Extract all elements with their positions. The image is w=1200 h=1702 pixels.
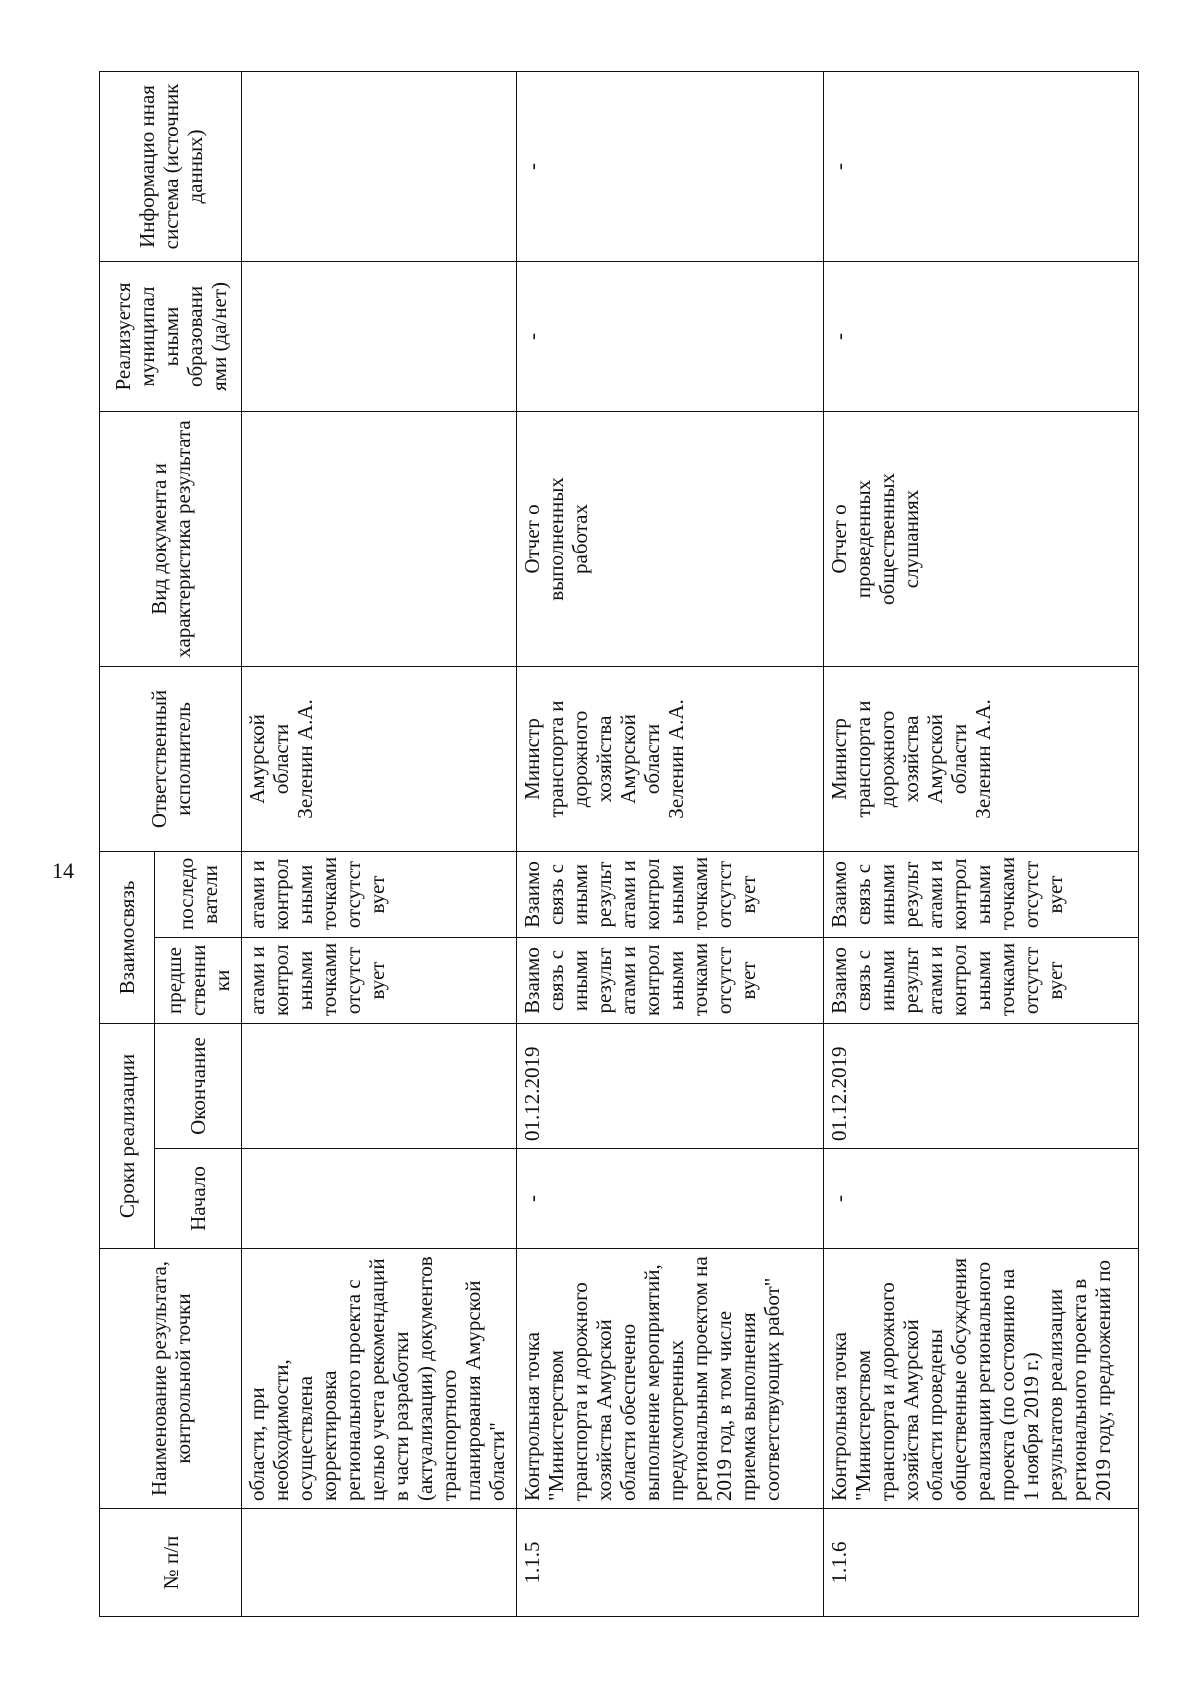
header-link: Взаимосвязь xyxy=(100,851,155,1023)
cell-name: Контрольная точка "Министерством транспорта и дорожного хозяйства Амурской области проведены общественные обсуждения реализации регионального проекта (по состоянию на 1 ноября 2019 г.) результатов реализации регионального проекта в 2019 году, предложений по xyxy=(824,1249,1139,1509)
cell-prev: Взаимо связь с иными результ атами и контрол ьными точками отсутст вует xyxy=(824,938,1139,1024)
header-next: последо ватели xyxy=(155,851,242,937)
cell-document: Отчет о проведенных общественных слушаниях xyxy=(824,411,1139,666)
header-info-system: Информацио нная система (источник данных) xyxy=(100,71,242,261)
table-row xyxy=(824,71,1139,1616)
header-start: Начало xyxy=(155,1149,242,1249)
cell-end: 01.12.2019 xyxy=(824,1024,1139,1149)
cell-info-system: - xyxy=(517,71,824,261)
cell-document xyxy=(242,411,517,666)
rotated-table-sheet xyxy=(99,72,1139,1617)
cell-prev: Взаимо связь с иными результ атами и контрол ьными точками отсутст вует xyxy=(517,938,824,1024)
cell-prev: атами и контрол ьными точками отсутст вует xyxy=(242,938,517,1024)
cell-next: Взаимо связь с иными результ атами и контрол ьными точками отсутст вует xyxy=(517,851,824,937)
cell-next: атами и контрол ьными точками отсутст вует xyxy=(242,851,517,937)
cell-name: Контрольная точка "Министерством транспорта и дорожного хозяйства Амурской области обеспечено выполнение мероприятий, предусмотренных региональным проектом на 2019 год, в том числе приемка выполнения соответствующих работ" xyxy=(517,1249,824,1509)
cell-start: - xyxy=(517,1149,824,1249)
table-row xyxy=(517,71,824,1616)
header-end: Окончание xyxy=(155,1024,242,1149)
table-header-row xyxy=(100,71,155,1616)
header-terms: Сроки реализации xyxy=(100,1024,155,1249)
table-row xyxy=(242,71,517,1616)
cell-info-system: - xyxy=(824,71,1139,261)
cell-responsible: Амурской области Зеленин А.А. xyxy=(242,666,517,851)
project-table xyxy=(99,71,1139,1617)
cell-document: Отчет о выполненных работах xyxy=(517,411,824,666)
cell-info-system xyxy=(242,71,517,261)
cell-responsible: Министр транспорта и дорожного хозяйства Амурской области Зеленин А.А. xyxy=(517,666,824,851)
cell-municipal: - xyxy=(517,261,824,411)
cell-end: 01.12.2019 xyxy=(517,1024,824,1149)
cell-end xyxy=(242,1024,517,1149)
cell-start xyxy=(242,1149,517,1249)
header-responsible: Ответственный исполнитель xyxy=(100,666,242,851)
header-num: № п/п xyxy=(100,1509,242,1617)
header-municipal: Реализуется муниципал ьными образовани ями (да/нет) xyxy=(100,261,242,411)
cell-start: - xyxy=(824,1149,1139,1249)
cell-municipal xyxy=(242,261,517,411)
header-name: Наименование результата, контрольной точки xyxy=(100,1249,242,1509)
cell-num: 1.1.6 xyxy=(824,1509,1139,1617)
cell-num xyxy=(242,1509,517,1617)
cell-name: области, при необходимости, осуществлена корректировка регионального проекта с целью учета рекомендаций в части разработки (актуализации) документов транспортного планирования Амурской области" xyxy=(242,1249,517,1509)
page-number: 14 xyxy=(52,858,74,883)
cell-municipal: - xyxy=(824,261,1139,411)
cell-next: Взаимо связь с иными результ атами и контрол ьными точками отсутст вует xyxy=(824,851,1139,937)
cell-num: 1.1.5 xyxy=(517,1509,824,1617)
header-prev: предше ственни ки xyxy=(155,938,242,1024)
cell-responsible: Министр транспорта и дорожного хозяйства Амурской области Зеленин А.А. xyxy=(824,666,1139,851)
header-document: Вид документа и характеристика результата xyxy=(100,411,242,666)
